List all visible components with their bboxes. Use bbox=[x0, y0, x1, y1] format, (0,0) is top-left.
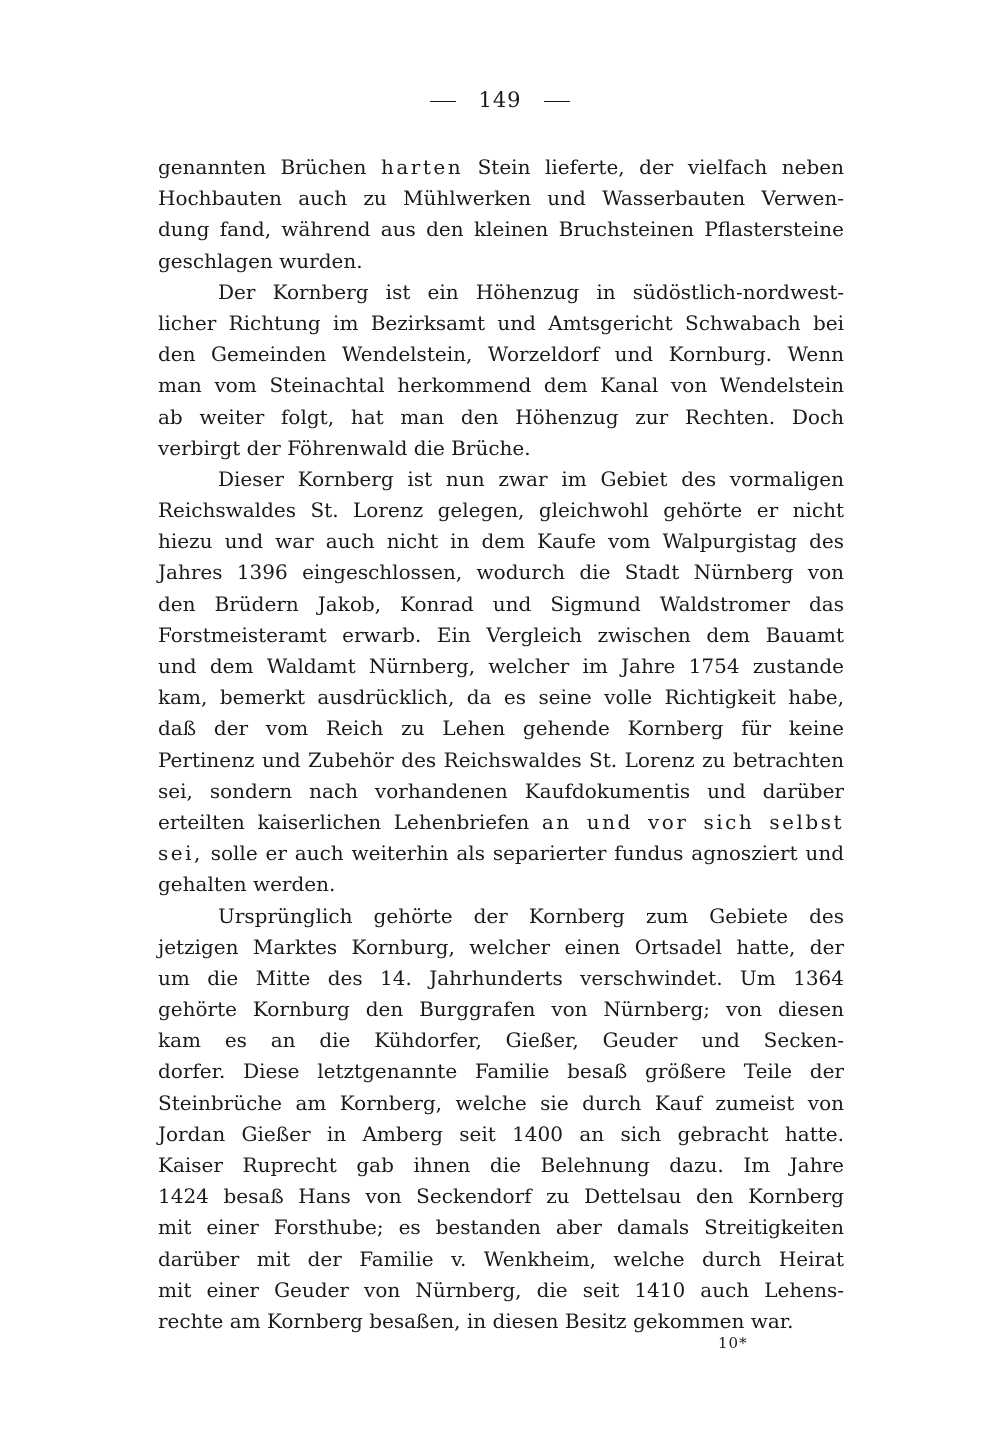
signature-mark: 10* bbox=[718, 1334, 748, 1352]
emphasized-text: an und vor sich selbst bbox=[541, 809, 844, 834]
paragraph bbox=[158, 901, 844, 1338]
text-line: sei, solle er auch weiterhin als separierter fundus agnosziert und bbox=[158, 841, 844, 866]
text-line: Ursprünglich gehörte der Kornberg zum Gebiete des bbox=[218, 903, 844, 928]
text-line: sei, sondern nach vorhandenen Kaufdokumentis und darüber bbox=[158, 778, 844, 803]
page-header bbox=[0, 88, 1000, 112]
text-line: den Gemeinden Wendelstein, Worzeldorf und Kornburg. Wenn bbox=[158, 342, 844, 367]
text-line: Dieser Kornberg ist nun zwar im Gebiet des vormaligen bbox=[218, 466, 844, 491]
emphasized-text: sei, bbox=[158, 841, 203, 866]
text-line: jetzigen Marktes Kornburg, welcher einen Ortsadel hatte, der bbox=[158, 934, 844, 959]
page-number: 149 bbox=[478, 88, 522, 112]
text-line: kam, bemerkt ausdrücklich, da es seine volle Richtigkeit habe, bbox=[158, 685, 844, 710]
text-line: Steinbrüche am Kornberg, welche sie durch Kauf zumeist von bbox=[158, 1090, 844, 1115]
text-line: dung fand, während aus den kleinen Bruchsteinen Pflastersteine bbox=[158, 217, 844, 242]
text-line: geschlagen wurden. bbox=[158, 248, 363, 273]
text-line: und dem Waldamt Nürnberg, welcher im Jahre 1754 zustande bbox=[158, 654, 844, 678]
text-line: hiezu und war auch nicht in dem Kaufe vom Walpurgistag des bbox=[158, 529, 844, 554]
text-line: Der Kornberg ist ein Höhenzug in südöstlich-nordwest- bbox=[218, 279, 844, 304]
text-line: mit einer Geuder von Nürnberg, die seit 1410 auch Lehens- bbox=[158, 1277, 844, 1302]
text-line: licher Richtung im Bezirksamt und Amtsgericht Schwabach bei bbox=[158, 310, 844, 335]
text-line: ab weiter folgt, hat man den Höhenzug zur Rechten. Doch bbox=[158, 404, 844, 429]
paragraph bbox=[158, 152, 844, 277]
paragraph bbox=[158, 277, 844, 464]
header-dash-left bbox=[430, 101, 456, 102]
body-text bbox=[158, 152, 844, 1337]
text-line: Jordan Gießer in Amberg seit 1400 an sich gebracht hatte. bbox=[158, 1121, 844, 1146]
text-line: Kaiser Ruprecht gab ihnen die Belehnung dazu. Im Jahre bbox=[158, 1153, 844, 1177]
text-line: kam es an die Kühdorfer, Gießer, Geuder und Secken- bbox=[158, 1028, 844, 1053]
text-line: verbirgt der Föhrenwald die Brüche. bbox=[158, 435, 531, 460]
text-line: rechte am Kornberg besaßen, in diesen Besitz gekommen war. bbox=[158, 1308, 794, 1333]
text-line: 1424 besaß Hans von Seckendorf zu Dettelsau den Kornberg bbox=[158, 1184, 844, 1209]
text-line: gehörte Kornburg den Burggrafen von Nürnberg; von diesen bbox=[158, 997, 844, 1022]
text-line: darüber mit der Familie v. Wenkheim, welche durch Heirat bbox=[158, 1246, 844, 1271]
text-line: daß der vom Reich zu Lehen gehende Kornberg für keine bbox=[158, 716, 844, 741]
header-dash-right bbox=[544, 101, 570, 102]
text-line: erteilten kaiserlichen Lehenbriefen an und vor sich selbst bbox=[158, 809, 844, 834]
emphasized-text: harten bbox=[380, 155, 464, 179]
paragraph bbox=[158, 464, 844, 901]
text-line: Forstmeisteramt erwarb. Ein Vergleich zwischen dem Bauamt bbox=[158, 622, 844, 647]
text-line: gehalten werden. bbox=[158, 872, 336, 897]
text-line: den Brüdern Jakob, Konrad und Sigmund Waldstromer das bbox=[158, 591, 844, 616]
text-line: genannten Brüchen harten Stein lieferte, der vielfach neben bbox=[158, 155, 844, 179]
text-line: um die Mitte des 14. Jahrhunderts verschwindet. Um 1364 bbox=[158, 965, 844, 990]
text-line: Jahres 1396 eingeschlossen, wodurch die Stadt Nürnberg von bbox=[158, 560, 844, 585]
text-line: mit einer Forsthube; es bestanden aber damals Streitigkeiten bbox=[158, 1215, 844, 1240]
text-line: Pertinenz und Zubehör des Reichswaldes St. Lorenz zu betrachten bbox=[158, 747, 844, 772]
text-line: Reichswaldes St. Lorenz gelegen, gleichwohl gehörte er nicht bbox=[158, 498, 844, 523]
text-line: Hochbauten auch zu Mühlwerken und Wasserbauten Verwen- bbox=[158, 186, 844, 211]
text-line: dorfer. Diese letztgenannte Familie besaß größere Teile der bbox=[158, 1059, 844, 1084]
text-line: man vom Steinachtal herkommend dem Kanal von Wendelstein bbox=[158, 373, 844, 398]
